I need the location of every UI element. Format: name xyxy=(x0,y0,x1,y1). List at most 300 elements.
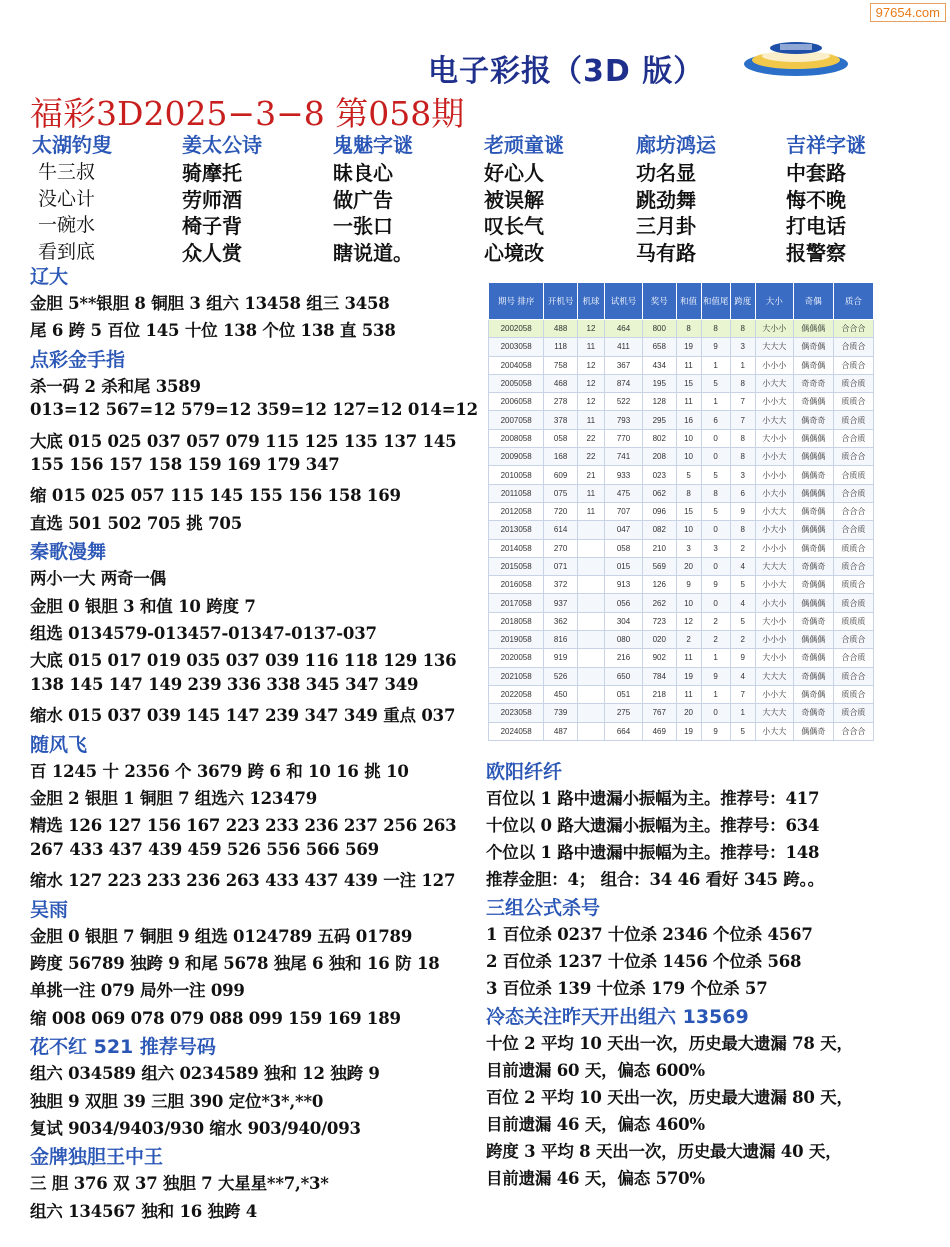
riddle-item: 功名显 xyxy=(636,161,696,185)
table-cell: 偶奇奇 xyxy=(793,411,833,429)
riddle-item: 打电话 xyxy=(786,214,846,238)
history-table xyxy=(488,282,874,741)
table-cell: 023 xyxy=(642,466,676,484)
table-cell: 19 xyxy=(676,338,701,356)
riddle-item: 骑摩托 xyxy=(182,161,242,185)
section-line: 138 145 147 149 239 336 338 345 347 349 xyxy=(30,674,419,694)
table-cell: 2 xyxy=(730,631,755,649)
table-row xyxy=(489,612,874,630)
table-row xyxy=(489,356,874,374)
riddle-item: 三月卦 xyxy=(636,214,696,238)
table-cell: 8 xyxy=(730,429,755,447)
table-cell: 小小小 xyxy=(755,356,793,374)
riddle-column-title: 廊坊鸿运 xyxy=(636,133,716,157)
table-header-cell: 和值 xyxy=(676,283,701,320)
table-cell: 10 xyxy=(676,448,701,466)
table-cell: 126 xyxy=(642,576,676,594)
table-row xyxy=(489,448,874,466)
table-cell: 2015058 xyxy=(489,557,544,575)
table-cell: 1 xyxy=(701,685,730,703)
table-cell: 8 xyxy=(701,320,730,338)
table-cell: 770 xyxy=(605,429,643,447)
table-cell: 7 xyxy=(730,393,755,411)
table-cell: 2011058 xyxy=(489,484,544,502)
table-cell: 奇偶奇 xyxy=(793,557,833,575)
table-cell: 096 xyxy=(642,502,676,520)
section-line: 金胆 2 银胆 1 铜胆 7 组选六 123479 xyxy=(30,789,318,808)
riddle-column-title: 姜太公诗 xyxy=(182,133,262,157)
table-cell: 816 xyxy=(544,631,578,649)
riddle-item: 叹长气 xyxy=(484,214,544,238)
table-cell: 168 xyxy=(544,448,578,466)
riddle-item: 昧良心 xyxy=(333,161,393,185)
table-cell: 12 xyxy=(577,393,604,411)
table-cell: 195 xyxy=(642,374,676,392)
table-cell: 偶偶偶 xyxy=(793,631,833,649)
table-cell: 奇奇奇 xyxy=(793,374,833,392)
table-row xyxy=(489,374,874,392)
table-cell: 047 xyxy=(605,521,643,539)
table-cell: 16 xyxy=(676,411,701,429)
issue-title: 福彩3D2025−3−8 第058期 xyxy=(30,94,465,133)
table-row xyxy=(489,649,874,667)
table-cell: 2022058 xyxy=(489,685,544,703)
table-cell: 2010058 xyxy=(489,466,544,484)
table-cell: 11 xyxy=(577,502,604,520)
section-title: 三组公式杀号 xyxy=(486,897,601,919)
table-cell: 2 xyxy=(701,612,730,630)
table-cell: 0 xyxy=(701,429,730,447)
table-cell: 11 xyxy=(577,338,604,356)
table-header-cell: 奖号 xyxy=(642,283,676,320)
table-cell: 4 xyxy=(730,557,755,575)
riddle-item: 一张口 xyxy=(333,214,393,238)
table-cell: 8 xyxy=(676,484,701,502)
table-row xyxy=(489,338,874,356)
table-cell: 合合质 xyxy=(833,649,873,667)
section-line: 百 1245 十 2356 个 3679 跨 6 和 10 16 挑 10 xyxy=(30,761,409,781)
table-cell: 质质质 xyxy=(833,612,873,630)
table-cell: 2 xyxy=(701,631,730,649)
table-cell: 大小小 xyxy=(755,320,793,338)
table-cell: 2 xyxy=(730,539,755,557)
table-cell: 468 xyxy=(544,374,578,392)
table-cell: 小大大 xyxy=(755,722,793,740)
riddle-item: 牛三叔 xyxy=(38,161,96,183)
table-cell: 12 xyxy=(577,356,604,374)
section-line: 十位以 0 路大遗漏小振幅为主。推荐号：634 xyxy=(486,816,820,835)
table-header-cell: 试机号 xyxy=(605,283,643,320)
table-cell: 1 xyxy=(730,356,755,374)
table-row xyxy=(489,466,874,484)
table-cell: 058 xyxy=(605,539,643,557)
riddle-item: 众人赏 xyxy=(182,240,242,265)
table-cell: 367 xyxy=(605,356,643,374)
section-line: 3 百位杀 139 十位杀 179 个位杀 57 xyxy=(486,979,768,998)
table-cell: 合合合 xyxy=(833,722,873,740)
table-cell: 小小小 xyxy=(755,466,793,484)
table-cell: 118 xyxy=(544,338,578,356)
table-cell: 偶偶奇 xyxy=(793,722,833,740)
table-cell: 奇偶奇 xyxy=(793,612,833,630)
table-cell: 21 xyxy=(577,466,604,484)
table-cell: 015 xyxy=(605,557,643,575)
table-cell: 614 xyxy=(544,521,578,539)
table-cell: 大小小 xyxy=(755,649,793,667)
table-cell: 937 xyxy=(544,594,578,612)
table-cell: 275 xyxy=(605,704,643,722)
section-title: 欧阳纤纤 xyxy=(486,761,563,783)
table-cell: 450 xyxy=(544,685,578,703)
table-cell: 739 xyxy=(544,704,578,722)
table-cell: 0 xyxy=(701,557,730,575)
table-cell: 12 xyxy=(676,612,701,630)
section-line: 推荐金胆：4； 组合：34 46 看好 345 跨。。 xyxy=(486,870,824,889)
table-cell: 22 xyxy=(577,429,604,447)
section-line: 组六 034589 组六 0234589 独和 12 独跨 9 xyxy=(30,1064,380,1084)
table-cell: 合质合 xyxy=(833,338,873,356)
section-line: 精选 126 127 156 167 223 233 236 237 256 263 xyxy=(30,816,457,836)
table-cell: 208 xyxy=(642,448,676,466)
table-cell: 质质合 xyxy=(833,576,873,594)
section-line: 两小一大 两奇一偶 xyxy=(30,569,166,589)
table-cell: 小小大 xyxy=(755,448,793,466)
table-cell: 质合质 xyxy=(833,411,873,429)
section-line: 杀一码 2 杀和尾 3589 xyxy=(30,376,201,396)
section-line: 2 百位杀 1237 十位杀 1456 个位杀 568 xyxy=(486,952,802,971)
section-line: 大底 015 017 019 035 037 039 116 118 129 136 xyxy=(30,651,457,671)
table-cell: 650 xyxy=(605,667,643,685)
table-cell: 784 xyxy=(642,667,676,685)
table-cell: 奇偶偶 xyxy=(793,667,833,685)
section-line: 组六 134567 独和 16 独跨 4 xyxy=(30,1201,258,1221)
table-cell: 22 xyxy=(577,448,604,466)
table-cell: 270 xyxy=(544,539,578,557)
section-line: 缩 008 069 078 079 088 099 159 169 189 xyxy=(30,1008,401,1028)
table-cell: 8 xyxy=(730,320,755,338)
table-cell: 9 xyxy=(730,649,755,667)
table-cell: 偶偶偶 xyxy=(793,484,833,502)
table-cell: 质合质 xyxy=(833,594,873,612)
table-cell: 19 xyxy=(676,667,701,685)
table-header-row xyxy=(489,283,874,320)
riddle-item: 跳劲舞 xyxy=(636,187,696,212)
table-cell: 小小小 xyxy=(755,631,793,649)
table-cell: 小大大 xyxy=(755,411,793,429)
table-cell: 2013058 xyxy=(489,521,544,539)
table-cell: 2002058 xyxy=(489,320,544,338)
table-cell: 小大小 xyxy=(755,521,793,539)
section-title: 冷态关注昨天开出组六 13569 xyxy=(486,1006,749,1028)
table-cell: 488 xyxy=(544,320,578,338)
table-cell: 小大大 xyxy=(755,374,793,392)
table-cell: 5 xyxy=(730,612,755,630)
table-cell xyxy=(577,631,604,649)
table-cell: 1 xyxy=(730,704,755,722)
table-cell: 4 xyxy=(730,667,755,685)
table-cell: 3 xyxy=(701,539,730,557)
table-cell: 质合质 xyxy=(833,374,873,392)
table-cell: 11 xyxy=(676,685,701,703)
table-cell: 合合合 xyxy=(833,502,873,520)
table-cell: 056 xyxy=(605,594,643,612)
table-cell: 020 xyxy=(642,631,676,649)
table-row xyxy=(489,429,874,447)
table-cell: 19 xyxy=(676,722,701,740)
table-cell xyxy=(577,521,604,539)
table-cell: 2004058 xyxy=(489,356,544,374)
table-cell: 7 xyxy=(730,411,755,429)
section-title: 点彩金手指 xyxy=(30,348,126,371)
table-cell: 913 xyxy=(605,576,643,594)
table-cell: 9 xyxy=(701,338,730,356)
table-row xyxy=(489,484,874,502)
table-cell: 058 xyxy=(544,429,578,447)
riddle-item: 一碗水 xyxy=(38,214,96,236)
table-cell: 11 xyxy=(577,484,604,502)
table-cell: 1 xyxy=(701,356,730,374)
table-cell: 411 xyxy=(605,338,643,356)
table-cell: 9 xyxy=(701,576,730,594)
table-cell: 464 xyxy=(605,320,643,338)
table-cell xyxy=(577,667,604,685)
table-cell: 475 xyxy=(605,484,643,502)
table-cell xyxy=(577,539,604,557)
table-cell: 569 xyxy=(642,557,676,575)
table-cell: 偶偶偶 xyxy=(793,429,833,447)
table-cell xyxy=(577,594,604,612)
section-line: 金胆 0 银胆 7 铜胆 9 组选 0124789 五码 01789 xyxy=(30,926,413,946)
table-cell: 大大大 xyxy=(755,704,793,722)
table-cell: 大小小 xyxy=(755,612,793,630)
table-cell: 11 xyxy=(676,356,701,374)
table-cell: 8 xyxy=(701,484,730,502)
table-cell: 偶奇偶 xyxy=(793,685,833,703)
riddle-item: 中套路 xyxy=(786,161,846,185)
table-cell: 偶奇偶 xyxy=(793,356,833,374)
riddle-column-title: 鬼魅字谜 xyxy=(333,133,413,157)
table-cell: 295 xyxy=(642,411,676,429)
table-cell: 0 xyxy=(701,594,730,612)
table-cell: 15 xyxy=(676,374,701,392)
table-cell: 8 xyxy=(676,320,701,338)
table-row xyxy=(489,685,874,703)
table-cell: 4 xyxy=(730,594,755,612)
table-cell: 522 xyxy=(605,393,643,411)
table-cell: 9 xyxy=(701,667,730,685)
table-cell: 小大大 xyxy=(755,502,793,520)
table-cell: 偶奇偶 xyxy=(793,539,833,557)
table-cell: 质合合 xyxy=(833,667,873,685)
table-cell: 071 xyxy=(544,557,578,575)
section-line: 直选 501 502 705 挑 705 xyxy=(30,513,242,533)
table-row xyxy=(489,411,874,429)
section-line: 个位以 1 路中遗漏中振幅为主。推荐号：148 xyxy=(486,843,820,862)
table-cell: 5 xyxy=(730,722,755,740)
table-cell: 5 xyxy=(701,374,730,392)
table-cell: 合合质 xyxy=(833,521,873,539)
riddle-column-title: 老顽童谜 xyxy=(484,133,564,157)
table-cell: 奇偶偶 xyxy=(793,576,833,594)
table-cell: 9 xyxy=(676,576,701,594)
table-cell: 5 xyxy=(701,466,730,484)
section-line: 跨度 3 平均 8 天出一次，历史最大遗漏 40 天， xyxy=(486,1142,842,1161)
table-cell: 2020058 xyxy=(489,649,544,667)
table-cell: 3 xyxy=(676,539,701,557)
table-cell: 合质合 xyxy=(833,631,873,649)
table-row xyxy=(489,502,874,520)
table-cell: 0 xyxy=(701,521,730,539)
table-cell: 合合合 xyxy=(833,320,873,338)
table-cell: 1 xyxy=(701,649,730,667)
table-cell: 2003058 xyxy=(489,338,544,356)
riddle-item: 心境改 xyxy=(484,240,544,265)
table-header-cell: 机球 xyxy=(577,283,604,320)
table-row xyxy=(489,594,874,612)
table-row xyxy=(489,393,874,411)
table-cell: 793 xyxy=(605,411,643,429)
table-cell: 874 xyxy=(605,374,643,392)
table-cell: 3 xyxy=(730,338,755,356)
table-cell: 919 xyxy=(544,649,578,667)
riddle-item: 好心人 xyxy=(484,161,544,185)
section-title: 花不红 521 推荐号码 xyxy=(30,1036,216,1059)
riddle-item: 马有路 xyxy=(636,240,696,265)
table-cell: 767 xyxy=(642,704,676,722)
table-cell: 262 xyxy=(642,594,676,612)
table-cell: 6 xyxy=(701,411,730,429)
table-cell: 质质合 xyxy=(833,393,873,411)
section-line: 独胆 9 双胆 39 三胆 390 定位*3*,**0 xyxy=(30,1091,324,1111)
table-cell: 小小小 xyxy=(755,539,793,557)
table-row xyxy=(489,667,874,685)
table-cell: 378 xyxy=(544,411,578,429)
table-cell: 偶偶偶 xyxy=(793,448,833,466)
table-cell: 062 xyxy=(642,484,676,502)
table-cell: 2024058 xyxy=(489,722,544,740)
table-cell: 小小大 xyxy=(755,393,793,411)
table-header-cell: 跨度 xyxy=(730,283,755,320)
paper-title: 电子彩报（3D 版） xyxy=(428,54,705,89)
table-cell: 大小小 xyxy=(755,429,793,447)
section-line: 尾 6 跨 5 百位 145 十位 138 个位 138 直 538 xyxy=(30,321,396,341)
table-cell: 5 xyxy=(676,466,701,484)
section-line: 复试 9034/9403/930 缩水 903/940/093 xyxy=(30,1119,361,1138)
section-line: 155 156 157 158 159 169 179 347 xyxy=(30,455,340,474)
table-cell: 2016058 xyxy=(489,576,544,594)
table-cell: 2014058 xyxy=(489,539,544,557)
table-cell: 小大小 xyxy=(755,484,793,502)
table-cell: 质质合 xyxy=(833,685,873,703)
table-cell: 合质质 xyxy=(833,466,873,484)
table-cell: 10 xyxy=(676,521,701,539)
table-cell: 526 xyxy=(544,667,578,685)
table-cell: 大大大 xyxy=(755,557,793,575)
section-title: 随风飞 xyxy=(30,733,88,756)
table-header-cell: 开机号 xyxy=(544,283,578,320)
table-cell: 10 xyxy=(676,429,701,447)
table-cell: 质合质 xyxy=(833,704,873,722)
table-row xyxy=(489,704,874,722)
section-line: 十位 2 平均 10 天出一次，历史最大遗漏 78 天， xyxy=(486,1034,853,1053)
riddle-item: 做广告 xyxy=(333,187,393,212)
table-cell: 0 xyxy=(701,448,730,466)
table-cell xyxy=(577,704,604,722)
table-cell: 658 xyxy=(642,338,676,356)
table-cell: 8 xyxy=(730,521,755,539)
riddle-item: 看到底 xyxy=(38,240,96,263)
table-cell: 434 xyxy=(642,356,676,374)
table-cell: 800 xyxy=(642,320,676,338)
table-cell: 7 xyxy=(730,685,755,703)
table-cell: 合合质 xyxy=(833,429,873,447)
section-line: 缩水 127 223 233 236 263 433 437 439 一注 127 xyxy=(30,871,456,891)
riddle-item: 报警察 xyxy=(786,240,846,265)
riddle-item: 悔不晚 xyxy=(786,187,846,212)
table-cell: 469 xyxy=(642,722,676,740)
table-cell: 12 xyxy=(577,320,604,338)
table-cell xyxy=(577,576,604,594)
section-title: 金牌独胆王中王 xyxy=(30,1146,164,1169)
table-cell xyxy=(577,685,604,703)
table-cell: 质合合 xyxy=(833,448,873,466)
table-cell: 707 xyxy=(605,502,643,520)
table-cell: 9 xyxy=(730,502,755,520)
table-cell: 723 xyxy=(642,612,676,630)
section-line: 267 433 437 439 459 526 556 566 569 xyxy=(30,839,379,859)
table-cell: 075 xyxy=(544,484,578,502)
table-row xyxy=(489,521,874,539)
table-cell: 2012058 xyxy=(489,502,544,520)
table-cell: 609 xyxy=(544,466,578,484)
table-cell: 偶偶偶 xyxy=(793,320,833,338)
table-cell: 奇偶奇 xyxy=(793,704,833,722)
table-cell: 278 xyxy=(544,393,578,411)
table-cell: 362 xyxy=(544,612,578,630)
table-cell: 2006058 xyxy=(489,393,544,411)
riddle-column-title: 吉祥字谜 xyxy=(786,133,866,157)
table-cell: 合质合 xyxy=(833,356,873,374)
table-cell: 216 xyxy=(605,649,643,667)
table-cell: 6 xyxy=(730,484,755,502)
table-cell: 0 xyxy=(701,704,730,722)
section-line: 单挑一注 079 局外一注 099 xyxy=(30,981,245,1001)
section-line: 跨度 56789 独跨 9 和尾 5678 独尾 6 独和 16 防 18 xyxy=(30,954,440,973)
table-cell: 758 xyxy=(544,356,578,374)
table-cell: 2008058 xyxy=(489,429,544,447)
section-line: 大底 015 025 037 057 079 115 125 135 137 145 xyxy=(30,431,457,451)
table-cell: 20 xyxy=(676,704,701,722)
table-cell: 933 xyxy=(605,466,643,484)
table-cell: 2018058 xyxy=(489,612,544,630)
table-row xyxy=(489,722,874,740)
table-cell: 2 xyxy=(676,631,701,649)
table-cell: 720 xyxy=(544,502,578,520)
table-cell xyxy=(577,722,604,740)
table-cell: 小小大 xyxy=(755,576,793,594)
riddle-item: 椅子背 xyxy=(182,214,242,238)
table-body xyxy=(489,320,874,741)
section-line: 缩水 015 037 039 145 147 239 347 349 重点 037 xyxy=(30,706,456,726)
table-cell: 304 xyxy=(605,612,643,630)
section-line: 三 胆 376 双 37 独胆 7 大星星**7,*3* xyxy=(30,1174,329,1194)
riddle-item: 劳师酒 xyxy=(182,187,242,212)
table-cell: 9 xyxy=(701,722,730,740)
section-line: 百位 2 平均 10 天出一次，历史最大遗漏 80 天， xyxy=(486,1088,853,1107)
table-cell: 20 xyxy=(676,557,701,575)
table-row xyxy=(489,631,874,649)
section-line: 013=12 567=12 579=12 359=12 127=12 014=12 xyxy=(30,400,478,420)
